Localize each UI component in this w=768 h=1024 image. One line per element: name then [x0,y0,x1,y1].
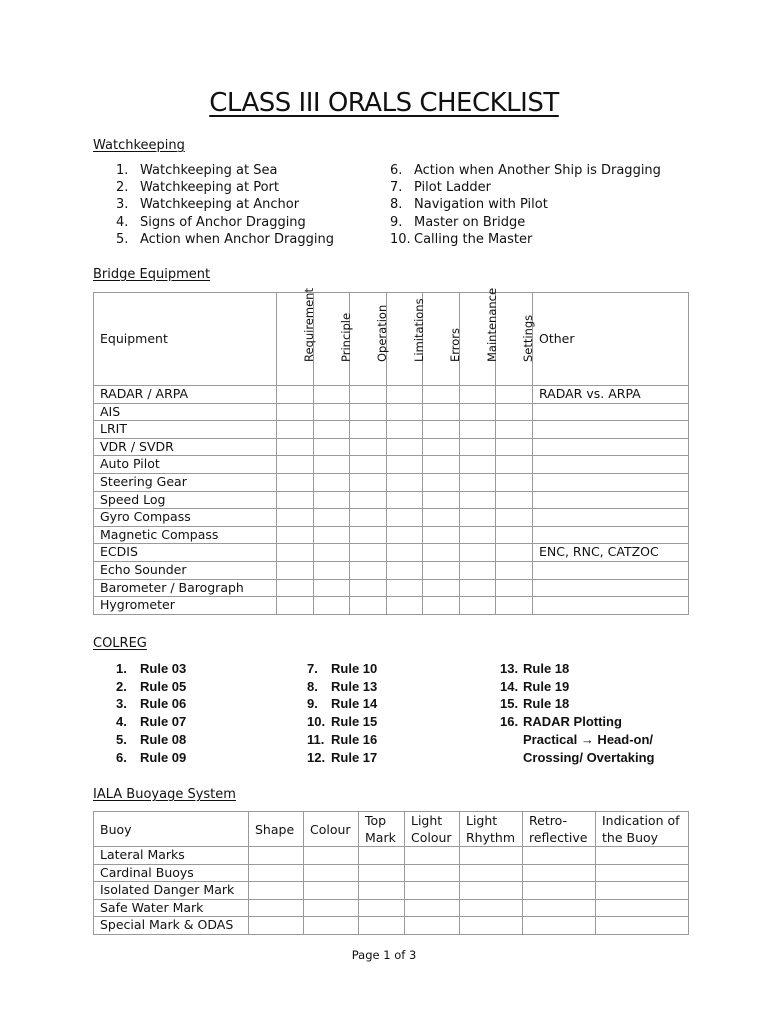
check-cell[interactable] [460,491,496,509]
section-heading-colreg: COLREG [93,636,147,651]
table-row [94,917,689,935]
check-cell[interactable] [350,544,387,562]
check-cell[interactable] [350,561,387,579]
check-cell[interactable] [277,597,314,615]
other-cell [533,509,689,527]
check-cell[interactable] [387,438,423,456]
iala-cell[interactable] [359,882,405,900]
iala-buoyage-table [93,811,689,935]
check-cell[interactable] [314,526,350,544]
check-cell[interactable] [277,579,314,597]
equipment-name: LRIT [94,421,277,439]
iala-cell[interactable] [460,882,523,900]
item-text: Watchkeeping at Port [140,180,279,196]
item-text: Rule 13 [331,678,378,694]
table-row [94,847,689,865]
iala-cell[interactable] [304,847,359,865]
header-other: Other [533,293,689,386]
equipment-name: Speed Log [94,491,277,509]
check-cell[interactable] [314,386,350,404]
other-cell [533,473,689,491]
iala-cell[interactable] [304,899,359,917]
check-cell[interactable] [350,579,387,597]
item-number: 11. [307,731,325,747]
check-cell[interactable] [460,403,496,421]
table-row [94,864,689,882]
iala-cell[interactable] [249,917,304,935]
check-cell[interactable] [314,438,350,456]
check-cell[interactable] [423,526,460,544]
other-cell [533,597,689,615]
header-operation [350,293,387,386]
header-errors [423,293,460,386]
item-text: Rule 08 [140,731,187,747]
equipment-name: Auto Pilot [94,456,277,474]
item-text: Watchkeeping at Anchor [140,197,300,213]
item-text: Navigation with Pilot [414,197,548,213]
watchkeeping-item [390,179,661,196]
check-cell[interactable] [277,491,314,509]
section-heading-watchkeeping: Watchkeeping [93,138,185,153]
item-text: Action when Another Ship is Dragging [414,163,661,178]
iala-header-3: Top Mark [359,812,405,847]
other-cell [533,561,689,579]
colreg-item [116,731,186,749]
check-cell[interactable] [314,561,350,579]
equipment-name: Hygrometer [94,597,277,615]
check-cell[interactable] [387,509,423,527]
check-cell[interactable] [350,421,387,439]
colreg-item [116,713,186,731]
header-equipment: Equipment [94,293,277,386]
item-number: 10. [390,231,411,247]
watchkeeping-item [390,214,661,231]
check-cell[interactable] [387,473,423,491]
header-settings [496,293,533,386]
check-cell[interactable] [350,473,387,491]
equipment-name: Echo Sounder [94,561,277,579]
table-row [94,882,689,900]
iala-cell[interactable] [596,899,689,917]
check-cell[interactable] [460,456,496,474]
watchkeeping-item [116,196,334,213]
check-cell[interactable] [423,491,460,509]
table-row [94,509,689,527]
watchkeeping-list-1 [116,162,334,248]
iala-cell[interactable] [359,917,405,935]
header-principle [314,293,353,386]
check-cell[interactable] [423,544,460,562]
check-cell[interactable] [460,386,496,404]
check-cell[interactable] [460,473,496,491]
iala-cell[interactable] [405,899,460,917]
check-cell[interactable] [423,561,460,579]
iala-cell[interactable] [523,917,596,935]
iala-header-4: Light Colour [405,812,460,847]
header-label: Settings [521,315,535,363]
check-cell[interactable] [496,526,533,544]
item-number: 13. [500,661,519,676]
check-cell[interactable] [496,561,533,579]
colreg-item [500,713,654,731]
item-text: Rule 05 [140,678,187,694]
item-number: 10. [307,714,326,730]
other-cell [533,491,689,509]
other-cell [533,456,689,474]
check-cell[interactable] [277,386,314,404]
iala-cell[interactable] [249,899,304,917]
item-text: Rule 15 [331,714,378,730]
iala-cell[interactable] [523,899,596,917]
equipment-name: RADAR / ARPA [94,386,277,404]
check-cell[interactable] [460,597,496,615]
table-row [94,579,689,597]
colreg-item [116,678,186,696]
iala-header-0: Buoy [94,812,249,847]
check-cell[interactable] [460,438,496,456]
bridge-table-header-row [94,293,689,386]
check-cell[interactable] [314,491,350,509]
iala-cell[interactable] [304,864,359,882]
check-cell[interactable] [496,579,533,597]
header-requirement [277,288,316,386]
item-text: Rule 19 [523,678,570,694]
colreg-item [500,660,654,678]
table-row [94,421,689,439]
item-text: Action when Anchor Dragging [140,231,334,247]
check-cell[interactable] [277,403,314,421]
iala-cell[interactable] [596,864,689,882]
header-label: Requirement [302,288,316,363]
table-row [94,456,689,474]
equipment-name: ECDIS [94,544,277,562]
item-number: 6. [390,163,403,178]
check-cell[interactable] [496,421,533,439]
iala-header-2: Colour [304,812,359,847]
check-cell[interactable] [460,561,496,579]
watchkeeping-item [390,162,661,179]
item-number: 5. [116,731,127,747]
header-label: Maintenance [484,288,499,363]
watchkeeping-item [116,214,334,231]
item-text: Rule 16 [331,731,378,747]
check-cell[interactable] [387,544,423,562]
item-text: Rule 18 [523,661,570,676]
iala-cell[interactable] [523,882,596,900]
check-cell[interactable] [460,526,496,544]
check-cell[interactable] [496,509,533,527]
header-label: Errors [448,328,462,363]
table-row [94,438,689,456]
check-cell[interactable] [350,491,387,509]
check-cell[interactable] [350,597,387,615]
check-cell[interactable] [460,509,496,527]
section-heading-bridge-equipment: Bridge Equipment [93,267,211,282]
check-cell[interactable] [314,456,350,474]
colreg-item [500,749,654,767]
item-text: Rule 09 [140,749,187,765]
iala-cell[interactable] [249,847,304,865]
other-cell: RADAR vs. ARPA [533,386,689,404]
table-row [94,899,689,917]
item-text: Rule 18 [523,696,570,712]
iala-cell[interactable] [249,882,304,900]
check-cell[interactable] [496,597,533,615]
item-number: 5. [116,231,129,247]
iala-cell[interactable] [249,864,304,882]
buoy-name: Special Mark & ODAS [94,917,249,935]
watchkeeping-list-2 [390,162,661,248]
check-cell[interactable] [496,473,533,491]
iala-cell[interactable] [596,882,689,900]
colreg-list-1 [116,660,186,766]
check-cell[interactable] [277,456,314,474]
other-cell [533,421,689,439]
item-text: Rule 06 [140,696,187,712]
iala-cell[interactable] [359,847,405,865]
colreg-item [307,695,377,713]
table-row [94,526,689,544]
check-cell[interactable] [350,386,387,404]
other-cell [533,438,689,456]
check-cell[interactable] [350,403,387,421]
check-cell[interactable] [350,526,387,544]
item-text: Signs of Anchor Dragging [140,214,306,230]
iala-cell[interactable] [596,917,689,935]
buoy-name: Cardinal Buoys [94,864,249,882]
colreg-item [307,678,377,696]
colreg-item [116,749,186,767]
iala-cell[interactable] [405,882,460,900]
item-number: 2. [116,678,127,694]
check-cell[interactable] [387,456,423,474]
other-cell: ENC, RNC, CATZOC [533,544,689,562]
iala-cell[interactable] [460,864,523,882]
check-cell[interactable] [314,544,350,562]
table-row [94,491,689,509]
item-number: 4. [116,714,127,730]
item-text: Rule 03 [140,661,187,676]
item-number: 9. [390,214,403,230]
page-title: CLASS III ORALS CHECKLIST [209,88,559,118]
check-cell[interactable] [277,473,314,491]
iala-cell[interactable] [304,917,359,935]
iala-header-6: Retro-reflective [523,812,596,847]
iala-table-header-row [94,812,689,847]
colreg-item [500,678,654,696]
check-cell[interactable] [314,579,350,597]
header-label: Operation [375,305,389,363]
check-cell[interactable] [423,509,460,527]
item-text: Rule 17 [331,749,378,765]
check-cell[interactable] [496,386,533,404]
check-cell[interactable] [387,561,423,579]
table-row [94,386,689,404]
header-maintenance [460,288,499,386]
check-cell[interactable] [277,509,314,527]
check-cell[interactable] [277,438,314,456]
check-cell[interactable] [350,456,387,474]
item-text: Rule 14 [331,696,378,712]
check-cell[interactable] [277,561,314,579]
page-footer: Page 1 of 3 [351,948,417,962]
item-number: 15. [500,696,519,712]
colreg-item [307,731,377,749]
iala-header-5: Light Rhythm [460,812,523,847]
check-cell[interactable] [423,597,460,615]
colreg-item [307,713,377,731]
iala-cell[interactable] [460,899,523,917]
check-cell[interactable] [350,438,387,456]
equipment-name: Steering Gear [94,473,277,491]
section-heading-iala: IALA Buoyage System [93,787,236,802]
check-cell[interactable] [496,403,533,421]
check-cell[interactable] [423,579,460,597]
item-text: RADAR Plotting [523,714,622,730]
iala-cell[interactable] [405,864,460,882]
check-cell[interactable] [314,597,350,615]
buoy-name: Lateral Marks [94,847,249,865]
check-cell[interactable] [387,526,423,544]
check-cell[interactable] [423,473,460,491]
check-cell[interactable] [387,386,423,404]
item-text: Pilot Ladder [414,180,492,196]
check-cell[interactable] [387,403,423,421]
header-label: Principle [338,313,353,363]
check-cell[interactable] [460,421,496,439]
check-cell[interactable] [387,421,423,439]
iala-cell[interactable] [596,847,689,865]
check-cell[interactable] [387,597,423,615]
check-cell[interactable] [460,579,496,597]
table-row [94,544,689,562]
watchkeeping-item [390,196,661,213]
item-number: 6. [116,749,127,765]
iala-cell[interactable] [405,847,460,865]
item-number: 9. [307,696,318,712]
check-cell[interactable] [496,438,533,456]
check-cell[interactable] [423,386,460,404]
check-cell[interactable] [387,579,423,597]
colreg-list-3 [500,660,654,766]
watchkeeping-item [116,162,334,179]
iala-cell[interactable] [460,917,523,935]
check-cell[interactable] [314,473,350,491]
colreg-list-2 [307,660,377,766]
check-cell[interactable] [423,403,460,421]
iala-header-7: Indication of the Buoy [596,812,689,847]
colreg-item [307,660,377,678]
equipment-name: Barometer / Barograph [94,579,277,597]
other-cell [533,579,689,597]
item-number: 1. [116,661,127,676]
item-text: Watchkeeping at Sea [140,163,278,178]
check-cell[interactable] [277,544,314,562]
item-number: 7. [390,180,403,196]
item-number: 8. [390,197,403,213]
check-cell[interactable] [423,438,460,456]
item-number: 3. [116,696,127,712]
table-row [94,403,689,421]
check-cell[interactable] [460,544,496,562]
check-cell[interactable] [423,456,460,474]
item-text: Rule 07 [140,714,187,730]
bridge-equipment-table [93,288,689,615]
header-label: Limitations [411,298,426,363]
item-number: 4. [116,214,129,230]
colreg-item [307,749,377,767]
check-cell[interactable] [314,421,350,439]
item-number: 14. [500,678,519,694]
colreg-item [116,660,186,678]
item-text: Calling the Master [414,231,533,247]
colreg-item [500,731,654,749]
check-cell[interactable] [350,509,387,527]
equipment-name: VDR / SVDR [94,438,277,456]
watchkeeping-item [116,231,334,248]
header-limitations [387,293,426,386]
colreg-item [500,695,654,713]
item-text: Crossing/ Overtaking [523,749,655,765]
other-cell [533,526,689,544]
check-cell[interactable] [496,491,533,509]
check-cell[interactable] [314,403,350,421]
check-cell[interactable] [314,509,350,527]
iala-cell[interactable] [304,882,359,900]
item-text: Master on Bridge [414,214,526,230]
item-number: 1. [116,163,129,178]
watchkeeping-item [116,179,334,196]
table-row [94,561,689,579]
table-row [94,597,689,615]
check-cell[interactable] [387,491,423,509]
item-text: Rule 10 [331,661,378,676]
check-cell[interactable] [423,421,460,439]
check-cell[interactable] [277,421,314,439]
iala-cell[interactable] [523,847,596,865]
item-number: 7. [307,661,318,676]
equipment-name: Magnetic Compass [94,526,277,544]
item-text: Practical → Head-on/ [523,731,654,747]
iala-cell[interactable] [405,917,460,935]
iala-cell[interactable] [523,864,596,882]
table-row [94,473,689,491]
buoy-name: Isolated Danger Mark [94,882,249,900]
iala-header-1: Shape [249,812,304,847]
other-cell [533,403,689,421]
check-cell[interactable] [277,526,314,544]
item-number: 2. [116,180,129,196]
item-number: 16. [500,714,519,730]
iala-cell[interactable] [460,847,523,865]
iala-cell[interactable] [359,899,405,917]
iala-cell[interactable] [359,864,405,882]
equipment-name: AIS [94,403,277,421]
colreg-item [116,695,186,713]
item-number: 12. [307,749,326,765]
check-cell[interactable] [496,544,533,562]
item-number: 3. [116,197,129,213]
item-number: 8. [307,678,318,694]
watchkeeping-item [390,231,661,248]
equipment-name: Gyro Compass [94,509,277,527]
check-cell[interactable] [496,456,533,474]
buoy-name: Safe Water Mark [94,899,249,917]
